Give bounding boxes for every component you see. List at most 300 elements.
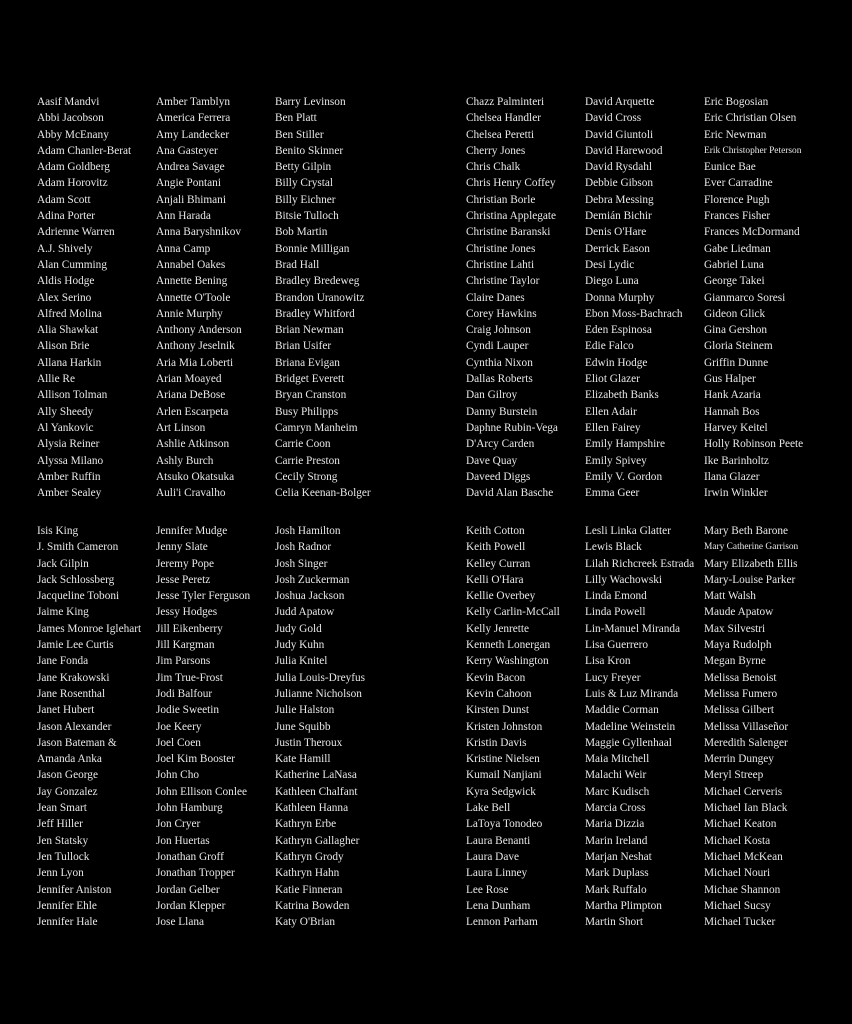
signatory-name: Julia Louis-Dreyfus [275,671,366,684]
signatory-name: Meryl Streep [704,769,764,782]
signatory-name: Al Yankovic [37,421,94,434]
signatory-name: Gina Gershon [704,324,768,337]
signatory-name: Christine Baranski [466,226,551,239]
signatory-name: Donna Murphy [585,291,655,304]
signatory-name: Kathryn Hahn [275,867,340,880]
signatory-name: Jose Llana [156,916,204,929]
signatory-name: Jane Fonda [37,655,89,668]
signatory-name: Jack Schlossberg [37,573,115,586]
signatory-name: Irwin Winkler [704,487,768,500]
signatory-name: Ike Barinholtz [704,454,769,467]
signatory-name: Aria Mia Loberti [156,356,234,369]
signatory-name: David Harewood [585,144,663,157]
signatory-name: Matt Walsh [704,590,756,603]
signatory-name: Alan Cumming [37,258,107,271]
signatory-name: Luis & Luz Miranda [585,687,679,700]
signatory-name: Anthony Anderson [156,324,242,337]
signatory-name: Denis O'Hare [585,226,647,239]
signatory-name: Alison Brie [37,340,90,353]
signatory-name: Katy O'Brian [275,916,336,929]
signatory-name: Jill Kargman [156,639,215,652]
signatory-name: Elizabeth Banks [585,389,659,402]
signatory-name: Alex Serino [37,291,92,304]
signatory-name: Ally Sheedy [37,405,94,418]
signatory-name: Keith Powell [466,541,526,554]
signatory-name: Michael McKean [704,850,783,863]
signatory-name: Lewis Black [585,541,642,554]
signatory-name: Harvey Keitel [704,421,768,434]
signatory-name: Gloria Steinem [704,340,773,353]
signatory-name: Aasif Mandvi [37,96,100,108]
signatory-name: Alyssa Milano [37,454,104,467]
signatory-name: Keith Cotton [466,525,525,537]
signatory-name: Kumail Nanjiani [466,769,542,782]
signatory-name: Joshua Jackson [275,590,345,603]
signatory-name: Jon Cryer [156,818,201,831]
signatory-name: Adina Porter [37,210,96,223]
signatory-name: Kerry Washington [466,655,549,668]
signatory-name: Carrie Coon [275,438,331,451]
signatory-name: Ana Gasteyer [156,144,218,157]
signatory-name: Jeremy Pope [156,557,215,570]
signatory-name: Julia Knitel [275,655,328,668]
signatory-name: Josh Radnor [275,541,332,554]
signatory-name: Adam Goldberg [37,161,110,174]
signatory-name: Mary-Louise Parker [704,573,796,586]
signatory-name: Michael Nouri [704,867,771,880]
signatory-name: Katrina Bowden [275,899,350,912]
signatory-name: Madeline Weinstein [585,720,676,733]
signatory-name: Allana Harkin [37,356,102,369]
signatory-name: John Cho [156,769,199,782]
signatory-name: Aldis Hodge [37,275,95,288]
signatory-name: Annette O'Toole [156,291,231,304]
signatory-name: Amy Landecker [156,128,230,141]
signatory-name: Lin-Manuel Miranda [585,622,681,635]
signatory-name: Holly Robinson Peete [704,438,804,451]
signatory-name: Kirsten Dunst [466,704,530,717]
signatory-name: Mary Elizabeth Ellis [704,557,798,570]
signatory-name: Andrea Savage [156,161,225,174]
signatory-name: Dan Gilroy [466,389,518,402]
signatory-name: Jonathan Groff [156,850,224,863]
signatory-name: Laura Linney [466,867,528,880]
signatory-name: Jen Statsky [37,834,89,847]
signatory-name: Mark Ruffalo [585,883,647,896]
signatory-name: Griffin Dunne [704,356,769,369]
name-column [585,523,707,930]
signatory-name: Allie Re [37,373,75,386]
signatory-name: Betty Gilpin [275,161,332,174]
signatory-name: Annette Bening [156,275,228,288]
signatory-name: Kevin Cahoon [466,687,532,700]
signatory-name: Bridget Everett [275,373,345,386]
signatory-name: Anna Camp [156,242,211,255]
signatory-name: Mary Catherine Garrison [704,542,799,553]
signatory-name: Justin Theroux [275,736,343,749]
signatory-name: Kathryn Grody [275,850,344,863]
signatory-name: Eden Espinosa [585,324,652,337]
signatory-name: Craig Johnson [466,324,531,337]
signatory-name: Jodi Balfour [156,687,213,700]
signatory-name: Gideon Glick [704,307,766,320]
signatory-name: Edwin Hodge [585,356,648,369]
signatory-name: Atsuko Okatsuka [156,470,235,483]
signatory-name: Katie Finneran [275,883,343,896]
signatory-name: Christine Taylor [466,275,540,288]
signatory-name: Josh Hamilton [275,525,341,537]
signatory-name: Michael Cerveris [704,785,783,798]
signatory-name: Lilly Wachowski [585,573,663,586]
signatory-name: Jay Gonzalez [37,785,98,798]
signatory-name: Bradley Bredeweg [275,275,360,288]
signatory-name: Gabe Liedman [704,242,771,255]
signatory-name: Cherry Jones [466,144,526,157]
signatory-name: Max Silvestri [704,622,766,635]
signatory-name: Jeff Hiller [37,818,83,831]
signatory-name: Jim Parsons [156,655,211,668]
signatory-name: Julie Halston [275,704,335,717]
signatory-name: Bonnie Milligan [275,242,350,255]
signatory-name: Melissa Gilbert [704,704,774,717]
signatory-name: Lena Dunham [466,899,531,912]
signatory-name: Frances McDormand [704,226,800,239]
signatory-name: Eric Newman [704,128,767,141]
signatory-name: Michael Tucker [704,916,776,929]
signatory-name: Merrin Dungey [704,753,774,766]
signatory-name: Adam Chanler-Berat [37,144,132,157]
signatory-name: Meredith Salenger [704,736,788,749]
signatory-name: Florence Pugh [704,193,770,206]
signatory-name: Mary Beth Barone [704,525,789,537]
signatory-name: Marcia Cross [585,802,646,815]
signatory-name: Jordan Gelber [156,883,220,896]
signatory-name: Hank Azaria [704,389,761,402]
signatory-name: Annabel Oakes [156,258,226,271]
signatory-name: Angie Pontani [156,177,221,190]
signatory-name: Carrie Preston [275,454,340,467]
signatory-name: Eliot Glazer [585,373,640,386]
signatory-name: LaToya Tonodeo [466,818,543,831]
signatory-name: Billy Crystal [275,177,334,190]
signatory-name: Michael Kosta [704,834,771,847]
signatory-name: Jim True-Frost [156,671,223,684]
signatory-name: Cynthia Nixon [466,356,533,369]
signatory-name: Jaime King [37,606,89,619]
signatory-name: Jenny Slate [156,541,208,554]
signatory-name: David Arquette [585,96,655,108]
signatory-name: Linda Powell [585,606,646,619]
signatory-name: Alysia Reiner [37,438,100,451]
signatory-name: Bradley Whitford [275,307,355,320]
signatory-name: Christine Lahti [466,258,535,271]
name-column [37,523,159,930]
signatory-name: Josh Zuckerman [275,573,350,586]
signatory-name: Jason Bateman & [37,736,117,749]
signatory-name: Amber Ruffin [37,470,101,483]
signatory-name: Lilah Richcreek Estrada [585,557,695,570]
signatory-name: Dallas Roberts [466,373,533,386]
signatory-name: Debbie Gibson [585,177,654,190]
signatory-name: Edie Falco [585,340,634,353]
signatory-name: Arlen Escarpeta [156,405,229,418]
signatory-name: Kelly Jenrette [466,622,530,635]
signatory-name: J. Smith Cameron [37,541,119,554]
signatory-name: Ever Carradine [704,177,773,190]
signatory-name: Maria Dizzia [585,818,645,831]
name-column [466,523,588,930]
signatory-name: Kristen Johnston [466,720,543,733]
signatory-name: Kelley Curran [466,557,531,570]
signatory-name: David Giuntoli [585,128,654,141]
signatory-name: Jordan Klepper [156,899,226,912]
signatory-name: Demián Bichir [585,210,652,223]
signatory-name: Marjan Neshat [585,850,652,863]
signatory-name: Chris Chalk [466,161,521,174]
signatory-name: Marin Ireland [585,834,648,847]
signatory-name: Gianmarco Soresi [704,291,786,304]
name-column [275,94,397,501]
signatory-name: Barry Levinson [275,96,346,108]
signatory-name: Ashly Burch [156,454,214,467]
signatory-name: Ellen Fairey [585,421,641,434]
signatory-name: Chazz Palminteri [466,96,545,108]
signatory-name: Kathleen Chalfant [275,785,358,798]
signatory-name: America Ferrera [156,112,231,125]
signatory-name: Kathleen Hanna [275,802,349,815]
signatory-name: Jack Gilpin [37,557,89,570]
signatory-name: David Rysdahl [585,161,653,174]
signatory-name: Martin Short [585,916,644,929]
signatory-name: Eric Christian Olsen [704,112,797,125]
signatory-name: Jason Alexander [37,720,112,733]
signatory-name: Art Linson [156,421,206,434]
signatory-name: Adrienne Warren [37,226,115,239]
signatory-name: Eric Bogosian [704,96,769,108]
signatory-name: Abbi Jacobson [37,112,104,125]
signatory-name: Adam Horovitz [37,177,108,190]
signatory-name: Claire Danes [466,291,525,304]
signatory-name: Maya Rudolph [704,639,772,652]
signatory-name: Danny Burstein [466,405,538,418]
signatory-name: Frances Fisher [704,210,771,223]
signatory-name: Jesse Peretz [156,573,211,586]
signatory-name: Jon Huertas [156,834,210,847]
signatory-name: Bitsie Tulloch [275,210,339,223]
signatory-name: Jacqueline Toboni [37,590,120,603]
signatory-name: Christian Borle [466,193,536,206]
signatory-name: Judd Apatow [275,606,335,619]
signatory-name: Debra Messing [585,193,654,206]
signatory-name: Alfred Molina [37,307,102,320]
signatory-name: Gabriel Luna [704,258,764,271]
signatory-name: Lennon Parham [466,916,538,929]
signatory-name: Christina Applegate [466,210,557,223]
signatory-name: Annie Murphy [156,307,223,320]
signatory-name: Jane Krakowski [37,671,110,684]
signatory-name: Lisa Guerrero [585,639,649,652]
signatory-name: Jill Eikenberry [156,622,223,635]
name-column [585,94,707,501]
signatory-name: Billy Eichner [275,193,336,206]
signatory-name: Kellie Overbey [466,590,536,603]
signatory-name: Bob Martin [275,226,328,239]
signatory-name: Camryn Manheim [275,421,358,434]
signatory-name: Brandon Uranowitz [275,291,365,304]
signatory-name: Ben Stiller [275,128,324,141]
name-column [466,94,588,501]
signatory-name: Mark Duplass [585,867,649,880]
signatory-name: Malachi Weir [585,769,647,782]
signatory-name: Anna Baryshnikov [156,226,242,239]
signatory-name: Jason George [37,769,98,782]
signatory-name: Celia Keenan-Bolger [275,487,371,500]
signatory-name: George Takei [704,275,765,288]
signatory-name: James Monroe Iglehart [37,622,142,635]
signatory-name: Judy Gold [275,622,322,635]
signatory-name: Busy Philipps [275,405,339,418]
signatory-name: Kelli O'Hara [466,573,524,586]
signatory-name: Emma Geer [585,487,640,500]
signatory-name: Laura Benanti [466,834,531,847]
signatory-name: Jennifer Aniston [37,883,112,896]
signatory-name: Jennifer Ehle [37,899,97,912]
signatory-name: Kevin Bacon [466,671,526,684]
signatory-name: Marc Kudisch [585,785,650,798]
signatory-name: Cecily Strong [275,470,338,483]
signatory-name: Cyndi Lauper [466,340,529,353]
signatory-name: Laura Dave [466,850,519,863]
signatory-name: Jennifer Hale [37,916,98,929]
signatory-name: John Ellison Conlee [156,785,247,798]
signatory-name: Ann Harada [156,210,211,223]
signatory-name: Megan Byrne [704,655,766,668]
signatory-name: Janet Hubert [37,704,95,717]
signatory-name: Kenneth Lonergan [466,639,551,652]
signatory-name: Jonathan Tropper [156,867,235,880]
signatory-name: Ben Platt [275,112,317,125]
signatory-name: Michae Shannon [704,883,781,896]
name-column [704,523,826,930]
signatory-name: Maia Mitchell [585,753,650,766]
signatory-name: Corey Hawkins [466,307,537,320]
signatory-name: Joe Keery [156,720,202,733]
signatory-name: Gus Halper [704,373,756,386]
signatory-name: Erik Christopher Peterson [704,145,802,156]
signatory-name: Melissa Fumero [704,687,778,700]
signatory-name: Daveed Diggs [466,470,531,483]
signatory-name: Brian Newman [275,324,344,337]
signatory-name: Emily Hampshire [585,438,666,451]
signatory-name: Joel Kim Booster [156,753,236,766]
signatory-name: Christine Jones [466,242,536,255]
signatory-name: Amanda Anka [37,753,102,766]
signatory-name: Maude Apatow [704,606,774,619]
signatory-name: Eunice Bae [704,161,756,174]
signatory-name: Derrick Eason [585,242,650,255]
signatory-name: Alia Shawkat [37,324,99,337]
signatory-name: Emily Spivey [585,454,647,467]
signatory-name: Jessy Hodges [156,606,218,619]
signatory-name: Joel Coen [156,736,201,749]
signatory-name: Brad Hall [275,258,320,271]
signatory-name: Lee Rose [466,883,509,896]
signatory-name: Katherine LaNasa [275,769,357,782]
signatory-name: A.J. Shively [37,242,93,255]
signatory-name: Jennifer Mudge [156,525,228,537]
signatory-name: Chelsea Handler [466,112,541,125]
signatory-name: Anthony Jeselnik [156,340,235,353]
signatory-name: Martha Plimpton [585,899,662,912]
signatory-name: Hannah Bos [704,405,760,418]
name-column [275,523,397,930]
signatory-name: Briana Evigan [275,356,340,369]
signatory-name: Josh Singer [275,557,328,570]
signatory-name: Auli'i Cravalho [156,487,226,500]
signatory-name: Jodie Sweetin [156,704,220,717]
signatory-name: Brian Usifer [275,340,332,353]
signatory-name: Allison Tolman [37,389,108,402]
signatory-name: Kristin Davis [466,736,527,749]
signatory-name: Lesli Linka Glatter [585,525,671,537]
signatory-name: Abby McEnany [37,128,109,141]
signatory-name: Linda Emond [585,590,647,603]
signatory-name: Kyra Sedgwick [466,785,536,798]
name-column [704,94,826,501]
signatory-name: Kate Hamill [275,753,331,766]
signatory-name: Benito Skinner [275,144,344,157]
signatory-name: Ashlie Atkinson [156,438,230,451]
signatory-name: Kelly Carlin-McCall [466,606,560,619]
signatory-name: Melissa Benoist [704,671,777,684]
signatory-name: Lisa Kron [585,655,631,668]
signatory-name: Ilana Glazer [704,470,760,483]
signatory-name: John Hamburg [156,802,223,815]
signatory-name: David Alan Basche [466,487,554,500]
signatory-name: Diego Luna [585,275,639,288]
signatory-name: Desi Lydic [585,258,635,271]
signatory-name: June Squibb [275,720,331,733]
signatory-name: Julianne Nicholson [275,687,362,700]
signatory-name: Ariana DeBose [156,389,226,402]
signatory-name: Jenn Lyon [37,867,84,880]
signatory-name: Chris Henry Coffey [466,177,556,190]
signatory-name: Judy Kuhn [275,639,325,652]
signatory-name: Michael Keaton [704,818,777,831]
signatory-name: Melissa Villaseñor [704,720,789,733]
signatory-name: Jamie Lee Curtis [37,639,114,652]
signatory-name: Jean Smart [37,802,87,815]
signatory-name: D'Arcy Carden [466,438,535,451]
signatory-name: Michael Sucsy [704,899,771,912]
signatory-name: Kathryn Erbe [275,818,337,831]
signatory-name: Chelsea Peretti [466,128,535,141]
signatory-name: Ellen Adair [585,405,637,418]
signatory-name: Dave Quay [466,454,518,467]
signatory-name: Lake Bell [466,802,511,815]
signatory-name: Lucy Freyer [585,671,641,684]
signatory-name: Kathryn Gallagher [275,834,360,847]
signatory-name: Adam Scott [37,193,91,206]
signatory-name: Kristine Nielsen [466,753,540,766]
signatory-name: Jane Rosenthal [37,687,106,700]
name-column [37,94,159,501]
signatory-name: Amber Tamblyn [156,96,230,108]
signatory-name: Maggie Gyllenhaal [585,736,672,749]
signatory-name: Emily V. Gordon [585,470,663,483]
signatory-name: David Cross [585,112,642,125]
signatory-name: Bryan Cranston [275,389,347,402]
